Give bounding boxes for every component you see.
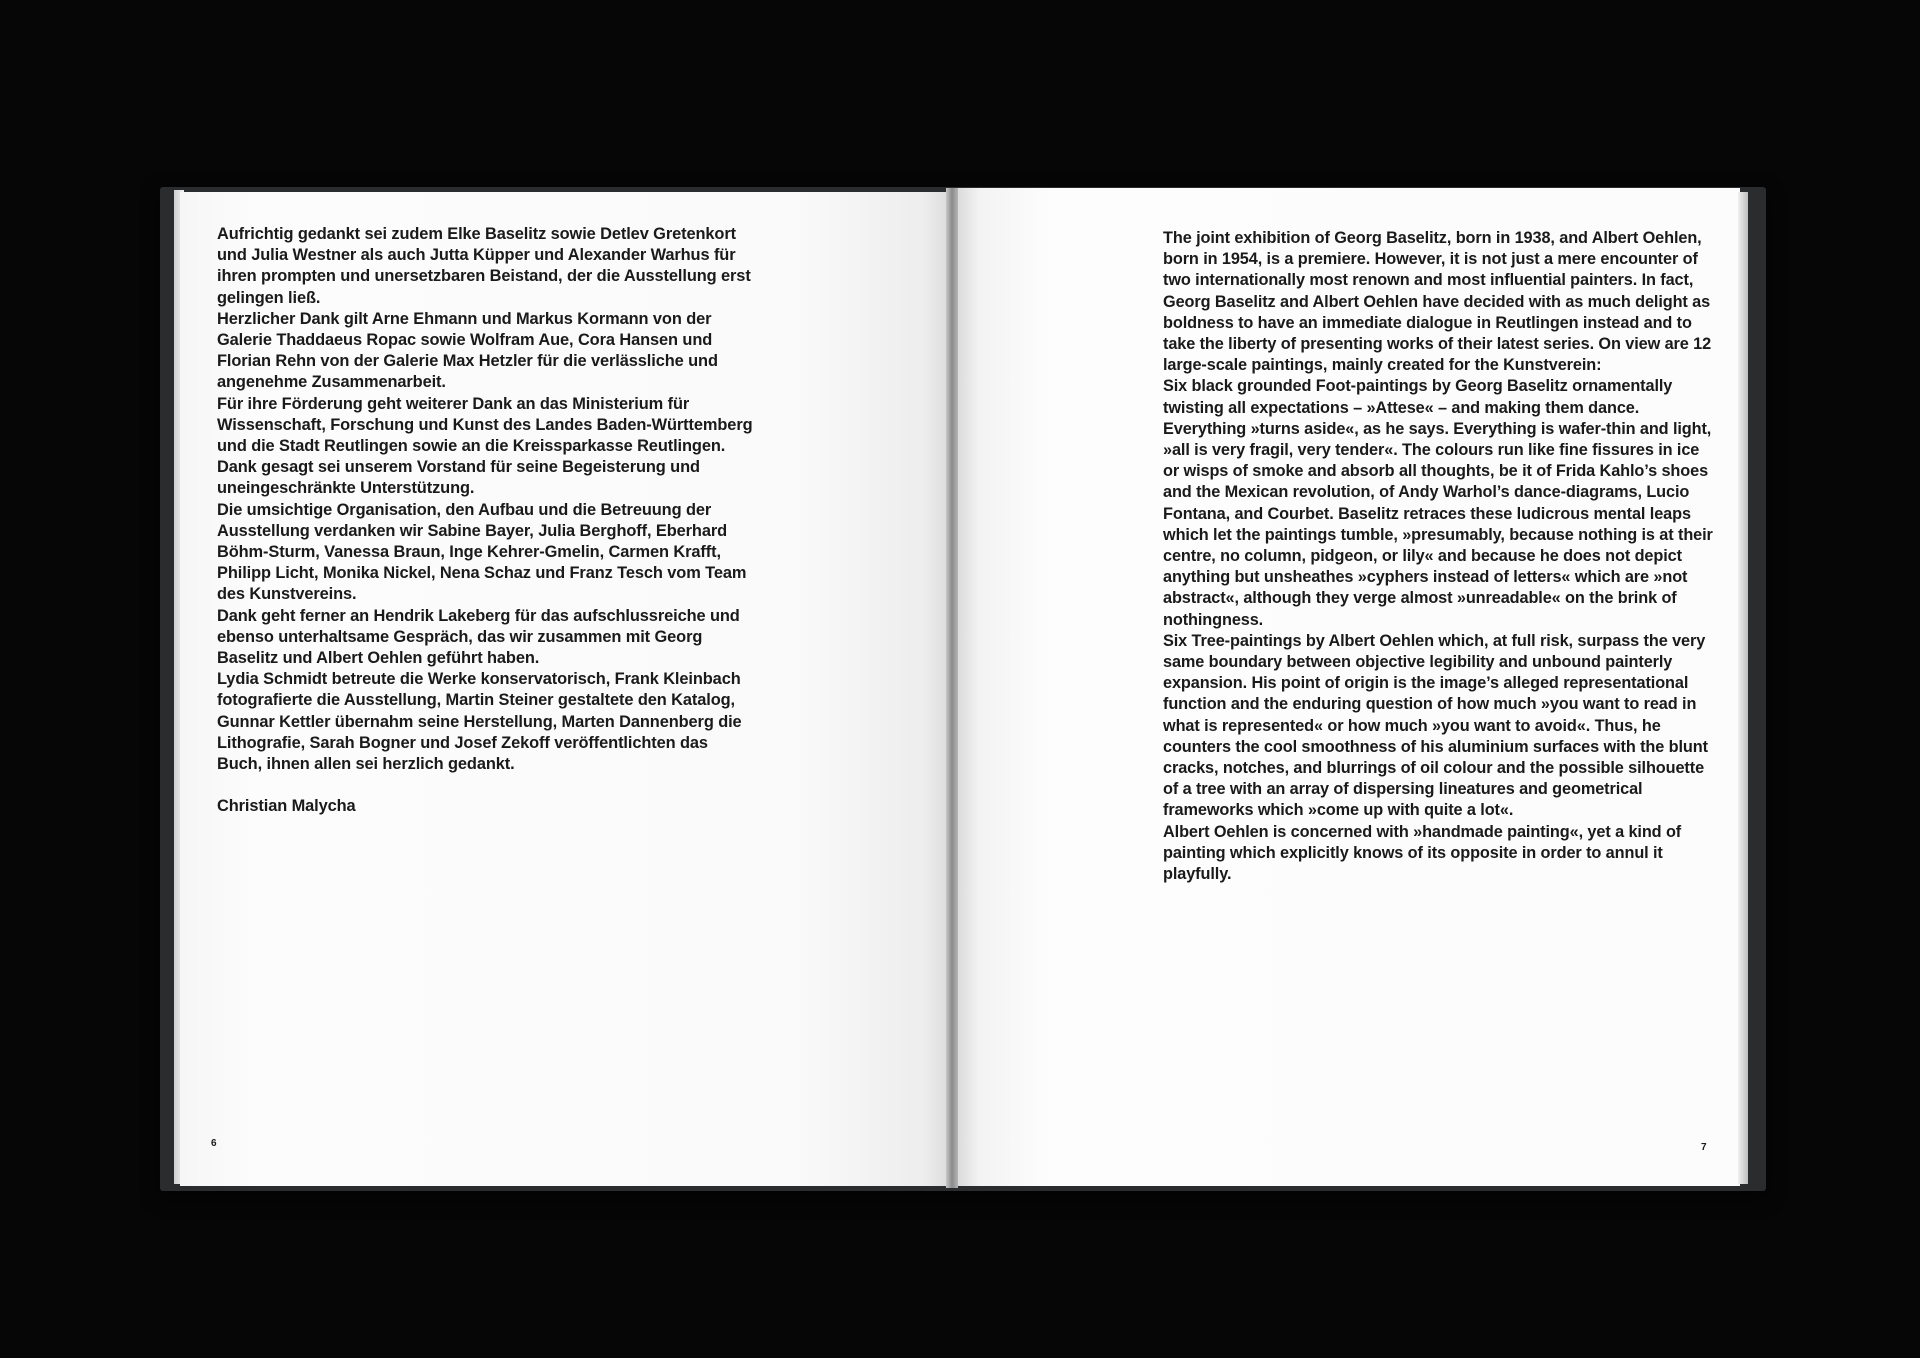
- paragraph: Six Tree-paintings by Albert Oehlen which, at full risk, surpass the very same boundary between objective legibility and unbound painterly expansion. His point of origin is the image’s alleged representational function and the enduring question of how much »you want to read in what is represented« or how much »you want to avoid«. Thus, he counters the cool smoothness of his aluminium surfaces with the blunt cracks, notches, and blurrings of oil colour and the possible silhouette of a tree with an array of dispersing lineatures and geometrical frameworks which »come up with quite a lot«.: [1163, 631, 1708, 820]
- page-number-right: 7: [1701, 1142, 1707, 1153]
- right-page-body: [1163, 228, 1718, 885]
- paragraph: Aufrichtig gedankt sei zudem Elke Baselitz sowie Detlev Gretenkort und Julia Westner als auch Jutta Küpper und Alexander Warhus für ihren prompten und unersetzbaren Beistand, der die Ausstellung erst gelingen ließ.: [217, 225, 751, 307]
- page-edges-right: [1738, 192, 1748, 1184]
- paragraph: Albert Oehlen is concerned with »handmade painting«, yet a kind of painting which explicitly knows of its opposite in order to annul it playfully.: [1163, 822, 1682, 884]
- paragraph: Dank gesagt sei unserem Vorstand für seine Begeisterung und uneingeschränkte Unterstützung.: [217, 458, 700, 498]
- book-gutter: [946, 188, 958, 1188]
- paragraph: The joint exhibition of Georg Baselitz, born in 1938, and Albert Oehlen, born in 1954, is a premiere. However, it is not just a mere encounter of two internationally most renown and most influential painters. In fact, Georg Baselitz and Albert Oehlen have decided with as much delight as boldness to have an immediate dialogue in Reutlingen instead and to take the liberty of presenting works of their latest series. On view are 12 large-scale paintings, mainly created for the Kunstverein:: [1163, 229, 1712, 375]
- paragraph: Dank geht ferner an Hendrik Lakeberg für das aufschlussreiche und ebenso unterhaltsame Gespräch, das wir zusammen mit Georg Baselitz und Albert Oehlen geführt haben.: [217, 606, 740, 668]
- paragraph: Die umsichtige Organisation, den Aufbau und die Betreuung der Ausstellung verdanken wir Sabine Bayer, Julia Berghoff, Eberhard Böhm-Sturm, Vanessa Braun, Inge Kehrer-Gmelin, Carmen Krafft, Philipp Licht, Monika Nickel, Nena Schaz und Franz Tesch vom Team des Kunstvereins.: [217, 500, 747, 604]
- page-number-left: 6: [211, 1138, 217, 1149]
- paragraph: Lydia Schmidt betreute die Werke konservatorisch, Frank Kleinbach fotografierte die Ausstellung, Martin Steiner gestaltete den Katalog, Gunnar Kettler übernahm seine Herstellung, Marten Dannenberg die Lithografie, Sarah Bogner und Josef Zekoff veröffentlichten das Buch, ihnen allen sei herzlich gedankt.: [217, 670, 742, 774]
- paragraph: Six black grounded Foot-paintings by Georg Baselitz ornamentally twisting all expectations – »Attese« – and making them dance. Everything »turns aside«, as he says. Everything is wafer-thin and light, »all is very fragil, very tender«. The colours run like fine fissures in ice or wisps of smoke and absorb all thoughts, be it of Frida Kahlo’s shoes and the Mexican revolution, of Andy Warhol’s dance-diagrams, Lucio Fontana, and Courbet. Baselitz retraces these ludicrous mental leaps which let the paintings tumble, »presumably, because nothing is at their centre, no column, pidgeon, or lily« and because he does not depict anything but unsheathes »cyphers instead of letters« which are »not abstract«, although they verge almost »unreadable« on the brink of nothingness.: [1163, 377, 1713, 629]
- paragraph: Für ihre Förderung geht weiterer Dank an das Ministerium für Wissenschaft, Forschung und Kunst des Landes Baden-Württemberg und die Stadt Reutlingen sowie an die Kreissparkasse Reutlingen.: [217, 394, 753, 456]
- paragraph: Herzlicher Dank gilt Arne Ehmann und Markus Kormann von der Galerie Thaddaeus Ropac sowie Wolfram Aue, Cora Hansen und Florian Rehn von der Galerie Max Hetzler für die verlässliche und angenehme Zusammenarbeit.: [217, 309, 718, 392]
- author-signature: Christian Malycha: [217, 797, 356, 816]
- left-page-body: [217, 224, 757, 817]
